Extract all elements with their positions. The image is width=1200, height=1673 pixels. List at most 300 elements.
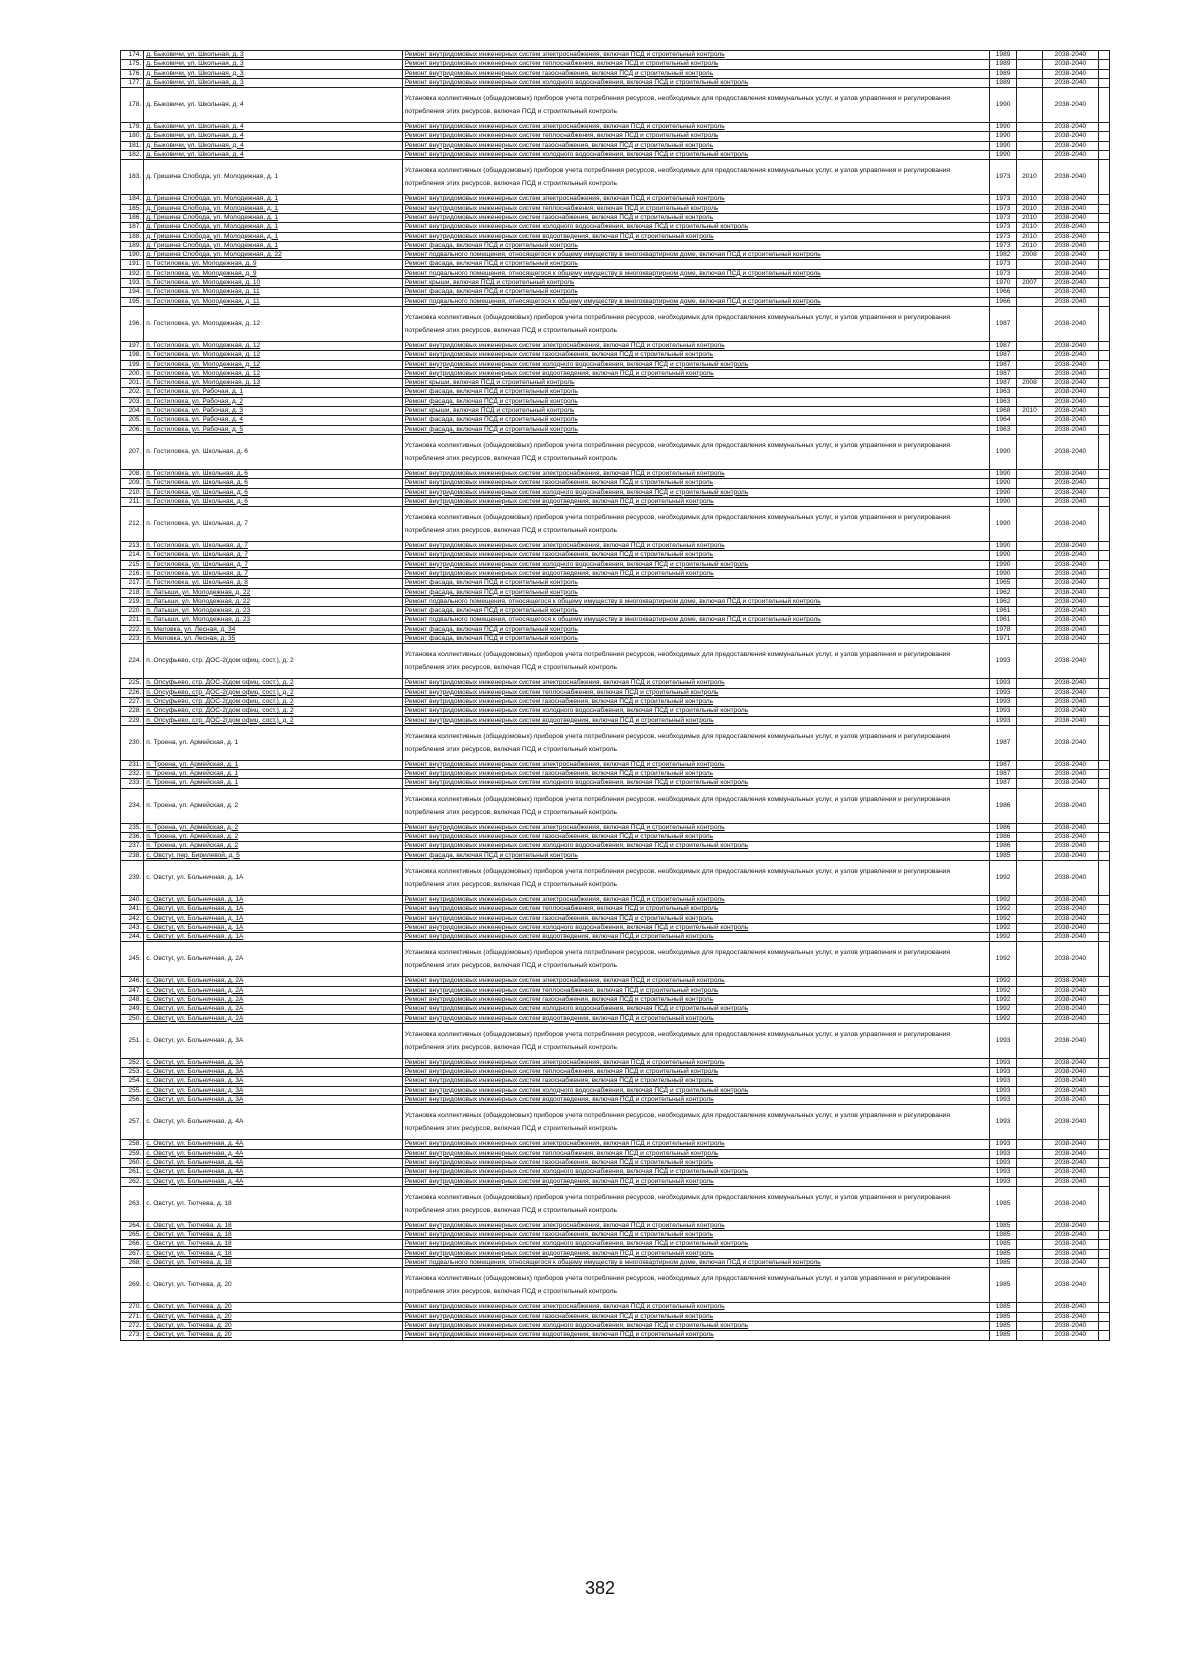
row-number: 272. bbox=[121, 1321, 144, 1330]
row-address: п. Гостиловка, ул. Рабочая, д. 1 bbox=[144, 388, 402, 397]
row-build-year: 1990 bbox=[990, 132, 1016, 141]
row-work-type: Ремонт внутридомовых инженерных систем водоотведения, включая ПСД и строительный контроль bbox=[402, 1096, 990, 1105]
table-row bbox=[121, 823, 1110, 832]
row-number: 191. bbox=[121, 260, 144, 269]
row-work-type: Ремонт подвального помещения, относящегося к общему имуществу в многоквартирном доме, включая ПСД и строительный контроль bbox=[402, 1259, 990, 1268]
row-number: 223. bbox=[121, 635, 144, 644]
row-address: п. Троена, ул. Армейская, д. 2 bbox=[144, 788, 402, 823]
row-address: п. Гостиловка, ул. Школьная, д. 7 bbox=[144, 551, 402, 560]
row-address: п. Латыши, ул. Молодежная, д. 23 bbox=[144, 607, 402, 616]
row-spacer-cell bbox=[1098, 1023, 1109, 1058]
row-planned-period: 2038-2040 bbox=[1043, 1259, 1099, 1268]
row-address: п. Гостиловка, ул. Молодежная, д. 11 bbox=[144, 288, 402, 297]
table-row bbox=[121, 434, 1110, 469]
row-spacer-cell bbox=[1098, 1249, 1109, 1258]
row-build-year: 1990 bbox=[990, 123, 1016, 132]
row-work-type: Ремонт фасада, включая ПСД и строительный контроль bbox=[402, 416, 990, 425]
row-repair-year bbox=[1016, 679, 1042, 688]
table-row bbox=[121, 497, 1110, 506]
row-address: п. Гостиловка, ул. Молодежная, д. 12 bbox=[144, 369, 402, 378]
row-spacer-cell bbox=[1098, 132, 1109, 141]
row-build-year: 1993 bbox=[990, 1168, 1016, 1177]
row-build-year: 1987 bbox=[990, 341, 1016, 350]
row-repair-year bbox=[1016, 1321, 1042, 1330]
table-row bbox=[121, 760, 1110, 769]
row-address: д. Быковичи, ул. Школьная, д. 4 bbox=[144, 132, 402, 141]
row-planned-period: 2038-2040 bbox=[1043, 833, 1099, 842]
row-number: 204. bbox=[121, 407, 144, 416]
row-work-type: Ремонт внутридомовых инженерных систем теплоснабжения, включая ПСД и строительный контроль bbox=[402, 1149, 990, 1158]
row-spacer-cell bbox=[1098, 1312, 1109, 1321]
row-number: 234. bbox=[121, 788, 144, 823]
table-row bbox=[121, 1231, 1110, 1240]
row-work-type: Ремонт внутридомовых инженерных систем электроснабжения, включая ПСД и строительный контроль bbox=[402, 542, 990, 551]
row-repair-year bbox=[1016, 369, 1042, 378]
table-row bbox=[121, 1221, 1110, 1230]
row-address: с. Овстуг, ул. Тютчева, д. 18 bbox=[144, 1221, 402, 1230]
table-row bbox=[121, 707, 1110, 716]
row-planned-period: 2038-2040 bbox=[1043, 725, 1099, 760]
row-build-year: 1993 bbox=[990, 688, 1016, 697]
row-repair-year bbox=[1016, 1005, 1042, 1014]
row-repair-year bbox=[1016, 942, 1042, 977]
row-spacer-cell bbox=[1098, 716, 1109, 725]
row-address: д. Гришина Слобода, ул. Молодежная, д. 1 bbox=[144, 213, 402, 222]
row-address: п. Опсуфьево, стр. ДОС-2(дом офиц. сост.), д. 2 bbox=[144, 697, 402, 706]
row-address: с. Овстуг, ул. Тютчева, д. 18 bbox=[144, 1249, 402, 1258]
row-planned-period: 2038-2040 bbox=[1043, 933, 1099, 942]
table-row bbox=[121, 260, 1110, 269]
row-spacer-cell bbox=[1098, 297, 1109, 306]
row-work-type: Установка коллективных (общедомовых) приборов учета потребления ресурсов, необходимых для предоставления коммунальных услуг, и узлов управления и регулирования потребления этих ресурсов, включая ПСД и строительный контроль bbox=[402, 644, 990, 679]
row-work-type: Установка коллективных (общедомовых) приборов учета потребления ресурсов, необходимых для предоставления коммунальных услуг, и узлов управления и регулирования потребления этих ресурсов, включая ПСД и строительный контроль bbox=[402, 88, 990, 123]
row-planned-period: 2038-2040 bbox=[1043, 679, 1099, 688]
row-build-year: 1990 bbox=[990, 560, 1016, 569]
row-build-year: 1992 bbox=[990, 905, 1016, 914]
row-number: 257. bbox=[121, 1105, 144, 1140]
row-work-type: Ремонт внутридомовых инженерных систем теплоснабжения, включая ПСД и строительный контроль bbox=[402, 905, 990, 914]
row-work-type: Ремонт внутридомовых инженерных систем теплоснабжения, включая ПСД и строительный контроль bbox=[402, 60, 990, 69]
table-row bbox=[121, 933, 1110, 942]
row-spacer-cell bbox=[1098, 860, 1109, 895]
table-row bbox=[121, 560, 1110, 569]
row-spacer-cell bbox=[1098, 560, 1109, 569]
row-repair-year bbox=[1016, 51, 1042, 60]
row-number: 207. bbox=[121, 434, 144, 469]
row-repair-year: 2010 bbox=[1016, 160, 1042, 195]
row-repair-year bbox=[1016, 542, 1042, 551]
row-number: 243. bbox=[121, 923, 144, 932]
table-row bbox=[121, 542, 1110, 551]
row-repair-year bbox=[1016, 269, 1042, 278]
row-work-type: Ремонт внутридомовых инженерных систем газоснабжения, включая ПСД и строительный контроль bbox=[402, 141, 990, 150]
row-build-year: 1985 bbox=[990, 1240, 1016, 1249]
row-address: с. Овстуг, ул. Больничная, д. 1А bbox=[144, 923, 402, 932]
row-number: 253. bbox=[121, 1068, 144, 1077]
row-planned-period: 2038-2040 bbox=[1043, 942, 1099, 977]
row-build-year: 1990 bbox=[990, 569, 1016, 578]
row-number: 218. bbox=[121, 588, 144, 597]
row-number: 261. bbox=[121, 1168, 144, 1177]
row-address: с. Овстуг, ул. Больничная, д. 2А bbox=[144, 996, 402, 1005]
table-row bbox=[121, 213, 1110, 222]
table-row bbox=[121, 204, 1110, 213]
row-spacer-cell bbox=[1098, 425, 1109, 434]
row-repair-year bbox=[1016, 1186, 1042, 1221]
row-repair-year bbox=[1016, 1105, 1042, 1140]
row-address: п. Гостиловка, ул. Молодежная, д. 10 bbox=[144, 279, 402, 288]
row-build-year: 1993 bbox=[990, 1177, 1016, 1186]
row-number: 256. bbox=[121, 1096, 144, 1105]
row-build-year: 1992 bbox=[990, 914, 1016, 923]
row-number: 219. bbox=[121, 597, 144, 606]
row-number: 241. bbox=[121, 905, 144, 914]
row-build-year: 1985 bbox=[990, 851, 1016, 860]
row-address: с. Овстуг, ул. Больничная, д. 2А bbox=[144, 1005, 402, 1014]
row-spacer-cell bbox=[1098, 407, 1109, 416]
row-work-type: Ремонт внутридомовых инженерных систем газоснабжения, включая ПСД и строительный контроль bbox=[402, 914, 990, 923]
row-number: 239. bbox=[121, 860, 144, 895]
table-row bbox=[121, 977, 1110, 986]
row-work-type: Ремонт фасада, включая ПСД и строительный контроль bbox=[402, 388, 990, 397]
row-spacer-cell bbox=[1098, 679, 1109, 688]
row-repair-year bbox=[1016, 914, 1042, 923]
row-build-year: 1986 bbox=[990, 842, 1016, 851]
row-work-type: Ремонт подвального помещения, относящегося к общему имуществу в многоквартирном доме, включая ПСД и строительный контроль bbox=[402, 597, 990, 606]
row-number: 231. bbox=[121, 760, 144, 769]
row-build-year: 1987 bbox=[990, 779, 1016, 788]
row-spacer-cell bbox=[1098, 379, 1109, 388]
table-row bbox=[121, 942, 1110, 977]
row-spacer-cell bbox=[1098, 779, 1109, 788]
row-work-type: Ремонт внутридомовых инженерных систем газоснабжения, включая ПСД и строительный контроль bbox=[402, 69, 990, 78]
row-repair-year bbox=[1016, 860, 1042, 895]
table-row bbox=[121, 1177, 1110, 1186]
table-row bbox=[121, 1077, 1110, 1086]
row-planned-period: 2038-2040 bbox=[1043, 579, 1099, 588]
row-spacer-cell bbox=[1098, 996, 1109, 1005]
row-work-type: Ремонт внутридомовых инженерных систем холодного водоснабжения, включая ПСД и строительный контроль bbox=[402, 779, 990, 788]
row-spacer-cell bbox=[1098, 51, 1109, 60]
row-planned-period: 2038-2040 bbox=[1043, 625, 1099, 634]
row-repair-year bbox=[1016, 132, 1042, 141]
row-repair-year bbox=[1016, 616, 1042, 625]
row-spacer-cell bbox=[1098, 232, 1109, 241]
row-planned-period: 2038-2040 bbox=[1043, 1249, 1099, 1258]
table-row bbox=[121, 297, 1110, 306]
row-repair-year bbox=[1016, 434, 1042, 469]
table-row bbox=[121, 1105, 1110, 1140]
row-planned-period: 2038-2040 bbox=[1043, 223, 1099, 232]
row-address: с. Овстуг, ул. Тютчева, д. 18 bbox=[144, 1186, 402, 1221]
row-repair-year bbox=[1016, 597, 1042, 606]
row-spacer-cell bbox=[1098, 1149, 1109, 1158]
row-work-type: Ремонт внутридомовых инженерных систем водоотведения, включая ПСД и строительный контроль bbox=[402, 1331, 990, 1340]
row-build-year: 1987 bbox=[990, 369, 1016, 378]
row-planned-period: 2038-2040 bbox=[1043, 51, 1099, 60]
row-work-type: Ремонт внутридомовых инженерных систем водоотведения, включая ПСД и строительный контроль bbox=[402, 716, 990, 725]
row-planned-period: 2038-2040 bbox=[1043, 588, 1099, 597]
row-number: 225. bbox=[121, 679, 144, 688]
row-work-type: Ремонт фасада, включая ПСД и строительный контроль bbox=[402, 588, 990, 597]
row-build-year: 1987 bbox=[990, 760, 1016, 769]
row-planned-period: 2038-2040 bbox=[1043, 497, 1099, 506]
row-address: п. Троена, ул. Армейская, д. 1 bbox=[144, 770, 402, 779]
row-address: п. Троена, ул. Армейская, д. 2 bbox=[144, 842, 402, 851]
table-row bbox=[121, 607, 1110, 616]
row-address: п. Латыши, ул. Молодежная, д. 22 bbox=[144, 597, 402, 606]
row-number: 205. bbox=[121, 416, 144, 425]
table-row bbox=[121, 160, 1110, 195]
row-planned-period: 2038-2040 bbox=[1043, 1023, 1099, 1058]
row-repair-year bbox=[1016, 833, 1042, 842]
row-spacer-cell bbox=[1098, 933, 1109, 942]
row-repair-year: 2008 bbox=[1016, 379, 1042, 388]
row-planned-period: 2038-2040 bbox=[1043, 760, 1099, 769]
row-build-year: 1963 bbox=[990, 388, 1016, 397]
row-address: д. Быковичи, ул. Школьная, д. 4 bbox=[144, 88, 402, 123]
table-row bbox=[121, 996, 1110, 1005]
row-number: 188. bbox=[121, 232, 144, 241]
row-work-type: Ремонт внутридомовых инженерных систем холодного водоснабжения, включая ПСД и строительный контроль bbox=[402, 1321, 990, 1330]
table-row bbox=[121, 78, 1110, 87]
row-build-year: 1985 bbox=[990, 1231, 1016, 1240]
row-address: д. Гришина Слобода, ул. Молодежная, д. 1 bbox=[144, 160, 402, 195]
table-row bbox=[121, 288, 1110, 297]
row-build-year: 1961 bbox=[990, 607, 1016, 616]
row-work-type: Ремонт внутридомовых инженерных систем водоотведения, включая ПСД и строительный контроль bbox=[402, 497, 990, 506]
row-work-type: Ремонт внутридомовых инженерных систем электроснабжения, включая ПСД и строительный контроль bbox=[402, 1303, 990, 1312]
row-planned-period: 2038-2040 bbox=[1043, 597, 1099, 606]
row-build-year: 1985 bbox=[990, 1186, 1016, 1221]
table-row bbox=[121, 1158, 1110, 1167]
row-work-type: Ремонт фасада, включая ПСД и строительный контроль bbox=[402, 851, 990, 860]
table-row bbox=[121, 914, 1110, 923]
row-planned-period: 2038-2040 bbox=[1043, 779, 1099, 788]
row-number: 222. bbox=[121, 625, 144, 634]
row-work-type: Ремонт внутридомовых инженерных систем электроснабжения, включая ПСД и строительный контроль bbox=[402, 1058, 990, 1067]
row-number: 206. bbox=[121, 425, 144, 434]
row-number: 181. bbox=[121, 141, 144, 150]
row-address: п. Гостиловка, ул. Школьная, д. 6 bbox=[144, 479, 402, 488]
row-build-year: 1992 bbox=[990, 860, 1016, 895]
row-number: 201. bbox=[121, 379, 144, 388]
row-address: с. Овстуг, ул. Тютчева, д. 20 bbox=[144, 1303, 402, 1312]
row-build-year: 1982 bbox=[990, 251, 1016, 260]
row-address: с. Овстуг, ул. Больничная, д. 2А bbox=[144, 977, 402, 986]
row-planned-period: 2038-2040 bbox=[1043, 607, 1099, 616]
row-address: с. Овстуг, ул. Тютчева, д. 20 bbox=[144, 1312, 402, 1321]
row-repair-year bbox=[1016, 842, 1042, 851]
row-work-type: Установка коллективных (общедомовых) приборов учета потребления ресурсов, необходимых для предоставления коммунальных услуг, и узлов управления и регулирования потребления этих ресурсов, включая ПСД и строительный контроль bbox=[402, 1023, 990, 1058]
row-build-year: 1973 bbox=[990, 213, 1016, 222]
table-row bbox=[121, 1023, 1110, 1058]
row-spacer-cell bbox=[1098, 488, 1109, 497]
row-spacer-cell bbox=[1098, 551, 1109, 560]
capital-repair-schedule bbox=[120, 50, 1110, 1341]
row-address: д. Гришина Слобода, ул. Молодежная, д. 22 bbox=[144, 251, 402, 260]
row-address: с. Овстуг, ул. Больничная, д. 4А bbox=[144, 1140, 402, 1149]
row-build-year: 1985 bbox=[990, 1312, 1016, 1321]
row-work-type: Ремонт внутридомовых инженерных систем холодного водоснабжения, включая ПСД и строительный контроль bbox=[402, 78, 990, 87]
table-row bbox=[121, 416, 1110, 425]
row-repair-year bbox=[1016, 1014, 1042, 1023]
table-row bbox=[121, 351, 1110, 360]
table-row bbox=[121, 697, 1110, 706]
row-build-year: 1990 bbox=[990, 488, 1016, 497]
row-address: п. Гостиловка, ул. Молодежная, д. 12 bbox=[144, 360, 402, 369]
row-address: с. Овстуг, ул. Больничная, д. 2А bbox=[144, 942, 402, 977]
row-work-type: Ремонт внутридомовых инженерных систем холодного водоснабжения, включая ПСД и строительный контроль bbox=[402, 1086, 990, 1095]
table-row bbox=[121, 679, 1110, 688]
row-spacer-cell bbox=[1098, 213, 1109, 222]
row-spacer-cell bbox=[1098, 788, 1109, 823]
row-planned-period: 2038-2040 bbox=[1043, 306, 1099, 341]
row-spacer-cell bbox=[1098, 1177, 1109, 1186]
table-row bbox=[121, 1331, 1110, 1340]
row-spacer-cell bbox=[1098, 306, 1109, 341]
row-repair-year bbox=[1016, 479, 1042, 488]
row-work-type: Установка коллективных (общедомовых) приборов учета потребления ресурсов, необходимых для предоставления коммунальных услуг, и узлов управления и регулирования потребления этих ресурсов, включая ПСД и строительный контроль bbox=[402, 306, 990, 341]
row-spacer-cell bbox=[1098, 151, 1109, 160]
row-address: д. Быковичи, ул. Школьная, д. 4 bbox=[144, 151, 402, 160]
table-row bbox=[121, 860, 1110, 895]
row-work-type: Ремонт внутридомовых инженерных систем электроснабжения, включая ПСД и строительный контроль bbox=[402, 1221, 990, 1230]
table-row bbox=[121, 1312, 1110, 1321]
row-repair-year bbox=[1016, 78, 1042, 87]
row-planned-period: 2038-2040 bbox=[1043, 151, 1099, 160]
row-spacer-cell bbox=[1098, 78, 1109, 87]
row-build-year: 1986 bbox=[990, 788, 1016, 823]
row-address: с. Овстуг, ул. Тютчева, д. 18 bbox=[144, 1259, 402, 1268]
table-row bbox=[121, 1268, 1110, 1303]
row-build-year: 1962 bbox=[990, 597, 1016, 606]
row-planned-period: 2038-2040 bbox=[1043, 434, 1099, 469]
row-spacer-cell bbox=[1098, 1086, 1109, 1095]
row-repair-year bbox=[1016, 1240, 1042, 1249]
row-address: с. Овстуг, ул. Больничная, д. 1А bbox=[144, 895, 402, 904]
row-build-year: 1987 bbox=[990, 306, 1016, 341]
row-planned-period: 2038-2040 bbox=[1043, 1096, 1099, 1105]
table-row bbox=[121, 635, 1110, 644]
row-work-type: Ремонт внутридомовых инженерных систем газоснабжения, включая ПСД и строительный контроль bbox=[402, 551, 990, 560]
row-build-year: 1992 bbox=[990, 942, 1016, 977]
table-row bbox=[121, 833, 1110, 842]
row-repair-year: 2010 bbox=[1016, 232, 1042, 241]
row-work-type: Установка коллективных (общедомовых) приборов учета потребления ресурсов, необходимых для предоставления коммунальных услуг, и узлов управления и регулирования потребления этих ресурсов, включая ПСД и строительный контроль bbox=[402, 942, 990, 977]
row-number: 252. bbox=[121, 1058, 144, 1067]
row-work-type: Ремонт внутридомовых инженерных систем газоснабжения, включая ПСД и строительный контроль bbox=[402, 213, 990, 222]
row-repair-year bbox=[1016, 488, 1042, 497]
row-work-type: Ремонт внутридомовых инженерных систем холодного водоснабжения, включая ПСД и строительный контроль bbox=[402, 560, 990, 569]
row-spacer-cell bbox=[1098, 497, 1109, 506]
row-spacer-cell bbox=[1098, 507, 1109, 542]
row-repair-year bbox=[1016, 895, 1042, 904]
row-spacer-cell bbox=[1098, 1303, 1109, 1312]
row-planned-period: 2038-2040 bbox=[1043, 770, 1099, 779]
row-repair-year bbox=[1016, 1268, 1042, 1303]
row-spacer-cell bbox=[1098, 1186, 1109, 1221]
row-build-year: 1971 bbox=[990, 635, 1016, 644]
row-repair-year bbox=[1016, 688, 1042, 697]
row-address: с. Овстуг, ул. Больничная, д. 3А bbox=[144, 1058, 402, 1067]
row-address: с. Овстуг, ул. Больничная, д. 1А bbox=[144, 933, 402, 942]
row-planned-period: 2038-2040 bbox=[1043, 923, 1099, 932]
row-repair-year bbox=[1016, 360, 1042, 369]
row-repair-year bbox=[1016, 760, 1042, 769]
row-build-year: 1987 bbox=[990, 351, 1016, 360]
row-address: п. Гостиловка, ул. Школьная, д. 7 bbox=[144, 560, 402, 569]
row-repair-year bbox=[1016, 716, 1042, 725]
row-address: с. Овстуг, ул. Больничная, д. 4А bbox=[144, 1168, 402, 1177]
row-repair-year bbox=[1016, 397, 1042, 406]
row-repair-year bbox=[1016, 635, 1042, 644]
row-planned-period: 2038-2040 bbox=[1043, 416, 1099, 425]
row-number: 215. bbox=[121, 560, 144, 569]
row-planned-period: 2038-2040 bbox=[1043, 1331, 1099, 1340]
row-repair-year bbox=[1016, 416, 1042, 425]
table-row bbox=[121, 88, 1110, 123]
row-address: п. Латыши, ул. Молодежная, д. 23 bbox=[144, 616, 402, 625]
row-repair-year: 2007 bbox=[1016, 279, 1042, 288]
row-planned-period: 2038-2040 bbox=[1043, 78, 1099, 87]
row-address: п. Опсуфьево, стр. ДОС-2(дом офиц. сост.), д. 2 bbox=[144, 644, 402, 679]
row-number: 184. bbox=[121, 195, 144, 204]
row-build-year: 1966 bbox=[990, 288, 1016, 297]
row-address: п. Троена, ул. Армейская, д. 2 bbox=[144, 833, 402, 842]
row-build-year: 1992 bbox=[990, 895, 1016, 904]
row-build-year: 1993 bbox=[990, 1149, 1016, 1158]
row-planned-period: 2038-2040 bbox=[1043, 851, 1099, 860]
row-number: 197. bbox=[121, 341, 144, 350]
row-build-year: 1993 bbox=[990, 1105, 1016, 1140]
row-spacer-cell bbox=[1098, 260, 1109, 269]
row-number: 237. bbox=[121, 842, 144, 851]
row-repair-year bbox=[1016, 1086, 1042, 1095]
row-build-year: 1986 bbox=[990, 823, 1016, 832]
row-address: п. Опсуфьево, стр. ДОС-2(дом офиц. сост.), д. 2 bbox=[144, 679, 402, 688]
row-repair-year bbox=[1016, 497, 1042, 506]
row-spacer-cell bbox=[1098, 195, 1109, 204]
row-number: 211. bbox=[121, 497, 144, 506]
table-row bbox=[121, 488, 1110, 497]
row-number: 212. bbox=[121, 507, 144, 542]
row-work-type: Ремонт внутридомовых инженерных систем газоснабжения, включая ПСД и строительный контроль bbox=[402, 833, 990, 842]
row-number: 232. bbox=[121, 770, 144, 779]
row-build-year: 1987 bbox=[990, 360, 1016, 369]
row-number: 202. bbox=[121, 388, 144, 397]
row-build-year: 1993 bbox=[990, 644, 1016, 679]
row-number: 242. bbox=[121, 914, 144, 923]
row-repair-year bbox=[1016, 141, 1042, 150]
row-build-year: 1989 bbox=[990, 51, 1016, 60]
table-row bbox=[121, 1058, 1110, 1067]
row-address: п. Гостиловка, ул. Рабочая, д. 5 bbox=[144, 425, 402, 434]
row-spacer-cell bbox=[1098, 588, 1109, 597]
row-planned-period: 2038-2040 bbox=[1043, 213, 1099, 222]
row-work-type: Ремонт внутридомовых инженерных систем газоснабжения, включая ПСД и строительный контроль bbox=[402, 1158, 990, 1167]
row-repair-year bbox=[1016, 823, 1042, 832]
row-spacer-cell bbox=[1098, 1321, 1109, 1330]
row-spacer-cell bbox=[1098, 69, 1109, 78]
row-number: 248. bbox=[121, 996, 144, 1005]
table-row bbox=[121, 1096, 1110, 1105]
row-build-year: 1978 bbox=[990, 625, 1016, 634]
table-row bbox=[121, 625, 1110, 634]
table-row bbox=[121, 269, 1110, 278]
row-number: 270. bbox=[121, 1303, 144, 1312]
table-row bbox=[121, 1068, 1110, 1077]
